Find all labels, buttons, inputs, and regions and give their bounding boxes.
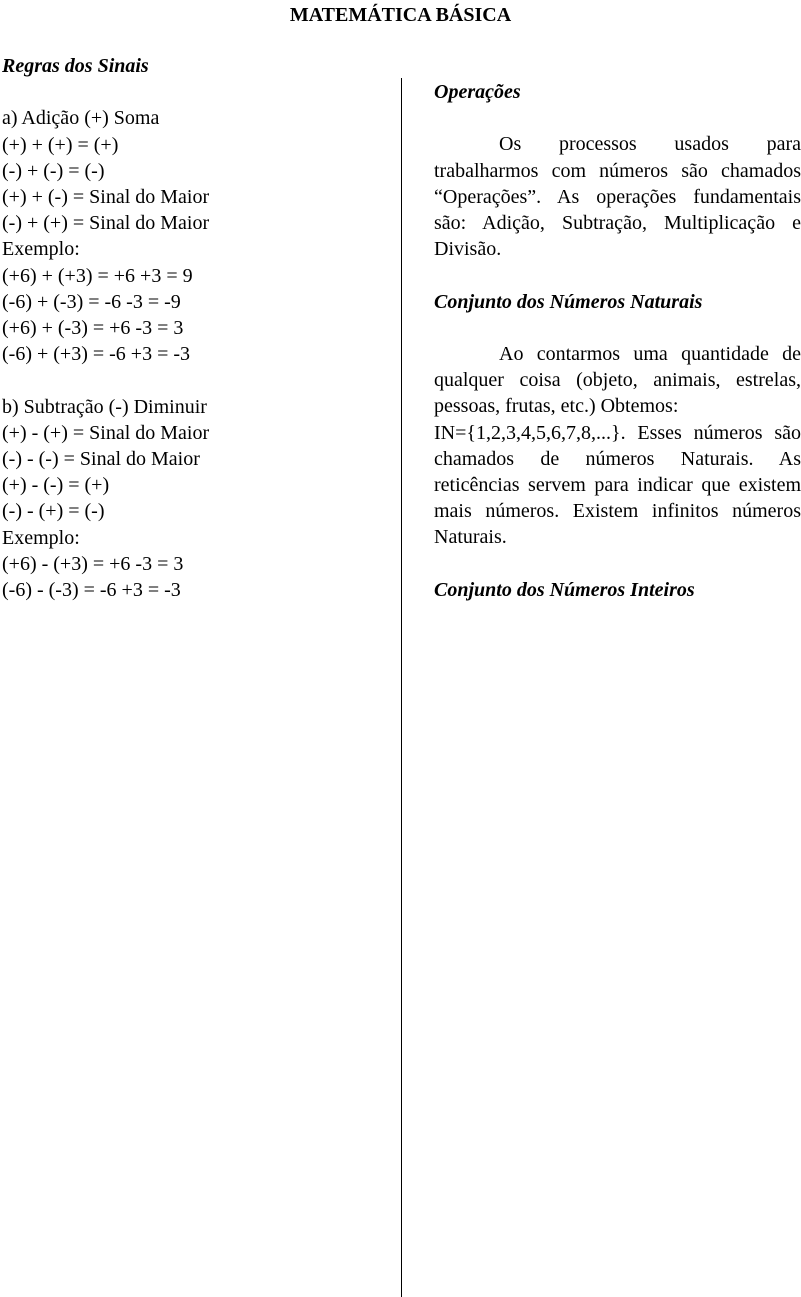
paragraph-operacoes: Os processos usados para trabalharmos com números são chamados “Operações”. As operações fundamentais são: Adição, Subtração, Multiplicação e Divisão.: [434, 133, 801, 261]
section-heading-inteiros: Conjunto dos Números Inteiros: [434, 578, 695, 601]
subtraction-title: b) Subtração (-) Diminuir: [2, 395, 207, 418]
subtraction-example: (-6) - (-3) = -6 +3 = -3: [2, 579, 181, 602]
right-column: [434, 79, 801, 603]
addition-example: (+6) + (-3) = +6 -3 = 3: [2, 317, 184, 340]
subtraction-rule: (+) - (-) = (+): [2, 474, 110, 497]
addition-example-label: Exemplo:: [2, 238, 80, 261]
addition-rule: (-) + (-) = (-): [2, 159, 105, 182]
subtraction-rule: (+) - (+) = Sinal do Maior: [2, 421, 210, 444]
spacer: [2, 79, 382, 105]
addition-rule: (+) + (-) = Sinal do Maior: [2, 186, 210, 208]
subtraction-rule: (-) - (-) = Sinal do Maior: [2, 448, 200, 471]
addition-example: (+6) + (+3) = +6 +3 = 9: [2, 264, 193, 287]
addition-example: (-6) + (+3) = -6 +3 = -3: [2, 343, 191, 366]
page-title: MATEMÁTICA BÁSICA: [289, 4, 512, 26]
paragraph-naturais-intro: Ao contarmos uma quantidade de qualquer coisa (objeto, animais, estrelas, pessoas, frutas, etc.) Obtemos:: [434, 342, 801, 418]
section-heading-naturais: Conjunto dos Números Naturais: [434, 290, 703, 313]
spacer: [434, 551, 801, 577]
column-divider: [401, 78, 402, 1297]
spacer: [2, 367, 382, 393]
spacer: [434, 315, 801, 341]
left-column: [2, 53, 382, 603]
subtraction-example-label: Exemplo:: [2, 526, 80, 549]
addition-title: a) Adição (+) Soma: [2, 107, 160, 130]
section-heading-operacoes: Operações: [434, 81, 521, 103]
addition-rule: (-) + (+) = Sinal do Maior: [2, 212, 210, 235]
section-heading-regras: Regras dos Sinais: [2, 55, 149, 77]
spacer: [434, 105, 801, 131]
addition-rule: (+) + (+) = (+): [2, 133, 119, 156]
spacer: [434, 262, 801, 288]
subtraction-example: (+6) - (+3) = +6 -3 = 3: [2, 552, 184, 575]
subtraction-rule: (-) - (+) = (-): [2, 500, 105, 523]
paragraph-naturais-body: IN={1,2,3,4,5,6,7,8,...}. Esses números são chamados de números Naturais. As reticências servem para indicar que existem mais números. Existem infinitos números Naturais.: [434, 421, 801, 549]
addition-example: (-6) + (-3) = -6 -3 = -9: [2, 290, 181, 313]
